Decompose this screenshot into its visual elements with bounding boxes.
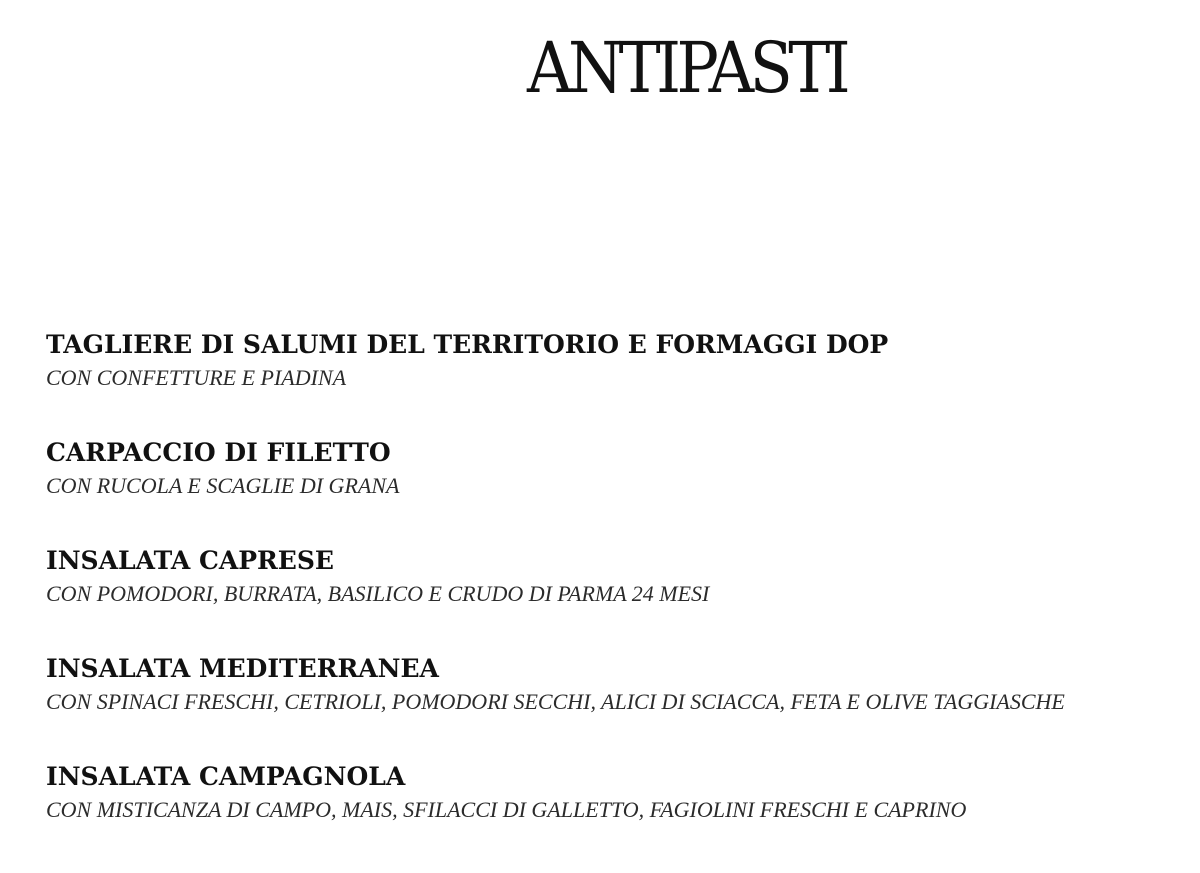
menu-item	[46, 434, 1186, 542]
menu-list	[46, 326, 1186, 866]
menu-item-description: CON MISTICANZA DI CAMPO, MAIS, SFILACCI DI GALLETTO, FAGIOLINI FRESCHI E CAPRINO	[46, 797, 967, 822]
menu-item-name: INSALATA CAPRESE	[46, 546, 334, 575]
page-title: ANTIPASTI	[527, 27, 847, 109]
menu-item-name: CARPACCIO DI FILETTO	[46, 438, 391, 467]
menu-item-name: TAGLIERE DI SALUMI DEL TERRITORIO E FORMAGGI DOP	[46, 330, 889, 359]
menu-item-description: CON CONFETTURE E PIADINA	[46, 365, 347, 390]
menu-item-description: CON RUCOLA E SCAGLIE DI GRANA	[46, 473, 400, 498]
menu-item-name: INSALATA MEDITERRANEA	[46, 654, 439, 683]
menu-item-name: INSALATA CAMPAGNOLA	[46, 762, 406, 791]
menu-item	[46, 650, 1186, 758]
menu-item	[46, 542, 1186, 650]
menu-item-description: CON POMODORI, BURRATA, BASILICO E CRUDO DI PARMA 24 MESI	[46, 581, 710, 606]
menu-item-description: CON SPINACI FRESCHI, CETRIOLI, POMODORI SECCHI, ALICI DI SCIACCA, FETA E OLIVE TAGGIASCHE	[46, 689, 1065, 714]
menu-item	[46, 326, 1186, 434]
menu-item	[46, 758, 1186, 866]
